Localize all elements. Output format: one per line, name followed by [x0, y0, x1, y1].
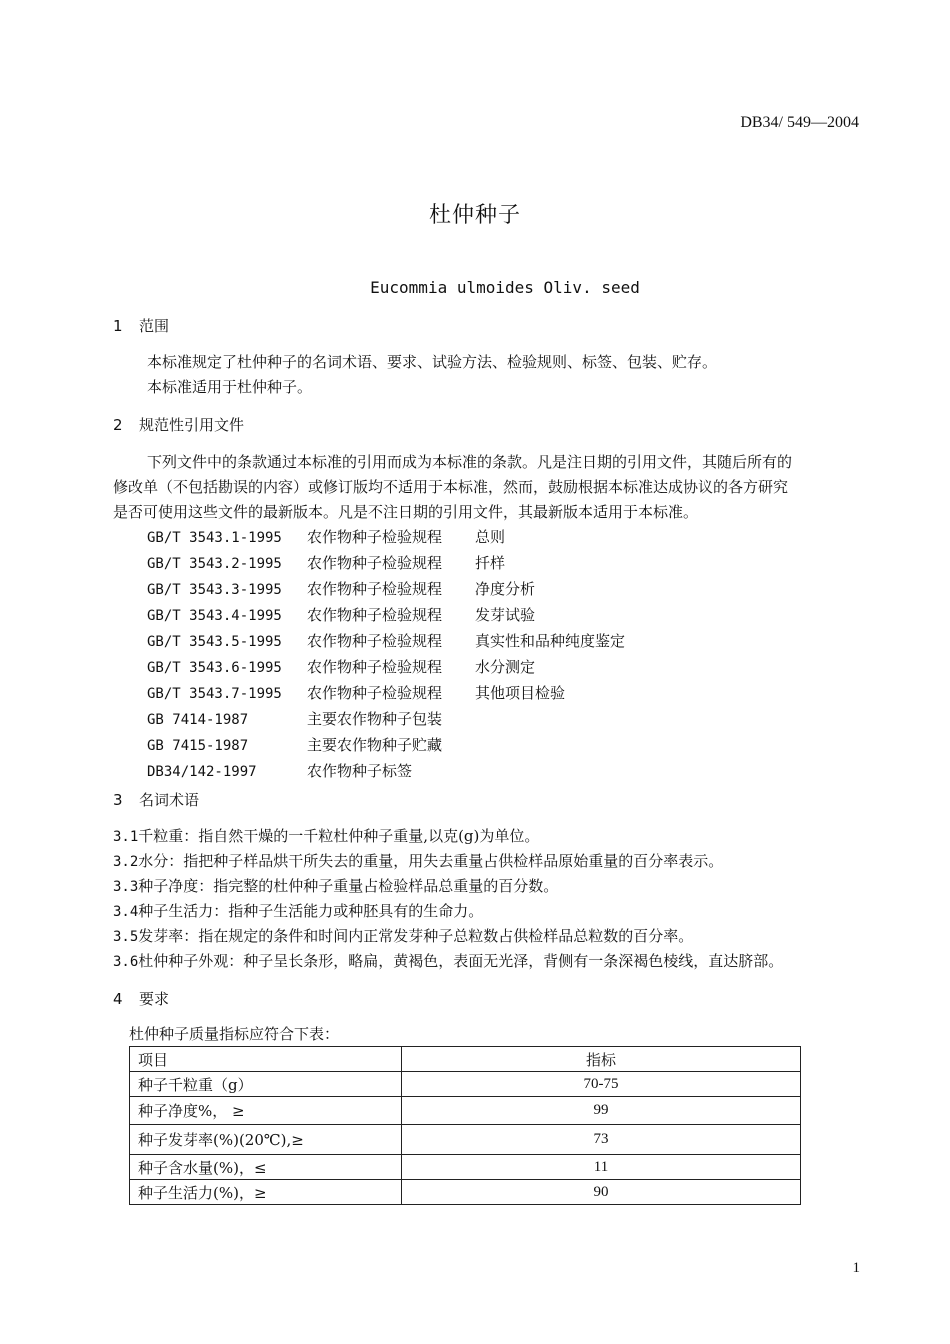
table-row [130, 1072, 801, 1097]
term-number: 3.1 [113, 829, 139, 845]
section-3-heading [113, 789, 199, 810]
table-intro: 杜仲种子质量指标应符合下表： [129, 1025, 340, 1043]
term-number: 3.2 [113, 854, 139, 870]
term-number: 3.5 [113, 929, 139, 945]
reference-subtitle: 扦样 [475, 554, 506, 572]
reference-subtitle: 真实性和品种纯度鉴定 [475, 632, 626, 650]
section-1-paragraph-1: 本标准规定了杜仲种子的名词术语、要求、试验方法、检验规则、标签、包装、贮存。 [147, 353, 718, 371]
term-text: 种子净度：指完整的杜仲种子重量占检验样品总重量的百分数。 [138, 877, 559, 895]
term-item [113, 825, 539, 846]
section-2-line-1: 下列文件中的条款通过本标准的引用而成为本标准的条款。凡是注日期的引用文件，其随后所有的 [147, 453, 793, 471]
term-item [113, 875, 558, 896]
section-2-line-2: 修改单（不包括勘误的内容）或修订版均不适用于本标准，然而，鼓励根据本标准达成协议的各方研究 [113, 478, 789, 496]
term-text: 种子生活力：指种子生活能力或种胚具有的生命力。 [138, 902, 484, 920]
section-number: 4 [113, 990, 123, 1008]
reference-code: GB/T 3543.1-1995 [147, 530, 282, 546]
table-cell-value: 73 [402, 1125, 801, 1155]
reference-list [147, 525, 625, 785]
reference-code: DB34/142-1997 [147, 764, 257, 780]
reference-title: 农作物种子检验规程 [307, 658, 443, 676]
reference-item [147, 629, 625, 655]
table-cell-value: 70-75 [402, 1072, 801, 1097]
page-number: 1 [852, 1260, 860, 1276]
reference-code: GB/T 3543.5-1995 [147, 634, 282, 650]
section-title: 范围 [139, 317, 170, 335]
term-text: 发芽率：指在规定的条件和时间内正常发芽种子总粒数占供检样品总粒数的百分率。 [138, 927, 694, 945]
section-number: 2 [113, 416, 123, 434]
term-number: 3.3 [113, 879, 139, 895]
table-header-row [130, 1047, 801, 1072]
table-row [130, 1097, 801, 1125]
reference-item [147, 733, 625, 759]
table-header-cell: 项目 [130, 1047, 402, 1072]
section-number: 3 [113, 791, 123, 809]
table-cell-item: 种子生活力(%)，≥ [130, 1180, 402, 1205]
reference-subtitle: 水分测定 [475, 658, 536, 676]
table-cell-item: 种子净度%， ≥ [130, 1097, 402, 1125]
reference-subtitle: 其他项目检验 [475, 684, 566, 702]
term-item [113, 850, 723, 871]
table-cell-item: 种子含水量(%)，≤ [130, 1155, 402, 1180]
term-item [113, 950, 783, 971]
section-2-line-3: 是否可使用这些文件的最新版本。凡是不注日期的引用文件，其最新版本适用于本标准。 [113, 503, 699, 521]
reference-subtitle: 发芽试验 [475, 606, 536, 624]
section-title: 规范性引用文件 [139, 416, 245, 434]
term-text: 千粒重：指自然干燥的一千粒杜仲种子重量,以克(g)为单位。 [138, 827, 540, 845]
reference-title: 农作物种子检验规程 [307, 606, 443, 624]
section-4-heading [113, 988, 169, 1009]
document-number: DB34/ 549—2004 [740, 114, 859, 131]
reference-subtitle: 总则 [475, 528, 506, 546]
reference-item [147, 525, 625, 551]
table-cell-item: 种子千粒重（g） [130, 1072, 402, 1097]
table-row [130, 1180, 801, 1205]
reference-item [147, 655, 625, 681]
reference-code: GB/T 3543.7-1995 [147, 686, 282, 702]
table-cell-value: 11 [402, 1155, 801, 1180]
section-1-paragraph-2: 本标准适用于杜仲种子。 [147, 378, 313, 396]
section-1-heading [113, 315, 169, 336]
term-number: 3.4 [113, 904, 139, 920]
reference-title: 农作物种子检验规程 [307, 684, 443, 702]
section-title: 名词术语 [139, 791, 200, 809]
section-2-heading [113, 414, 244, 435]
table-header-cell: 指标 [402, 1047, 801, 1072]
table-row [130, 1155, 801, 1180]
reference-title: 农作物种子检验规程 [307, 580, 443, 598]
reference-title: 农作物种子检验规程 [307, 632, 443, 650]
reference-item [147, 707, 625, 733]
reference-code: GB/T 3543.3-1995 [147, 582, 282, 598]
reference-code: GB/T 3543.6-1995 [147, 660, 282, 676]
reference-code: GB 7414-1987 [147, 712, 249, 728]
term-text: 杜仲种子外观：种子呈长条形，略扁，黄褐色，表面无光泽，背侧有一条深褐色棱线，直达脐部。 [138, 952, 784, 970]
page-subtitle: Eucommia ulmoides Oliv. seed [370, 278, 640, 297]
term-item [113, 925, 693, 946]
reference-item [147, 603, 625, 629]
section-title: 要求 [139, 990, 170, 1008]
table-row [130, 1125, 801, 1155]
reference-item [147, 577, 625, 603]
reference-item [147, 551, 625, 577]
table-cell-value: 90 [402, 1180, 801, 1205]
reference-item [147, 759, 625, 785]
term-item [113, 900, 483, 921]
reference-subtitle: 净度分析 [475, 580, 536, 598]
reference-title: 农作物种子检验规程 [307, 528, 443, 546]
section-number: 1 [113, 317, 123, 335]
reference-code: GB 7415-1987 [147, 738, 249, 754]
reference-code: GB/T 3543.2-1995 [147, 556, 282, 572]
reference-item [147, 681, 625, 707]
term-text: 水分：指把种子样品烘干所失去的重量，用失去重量占供检样品原始重量的百分率表示。 [138, 852, 724, 870]
reference-code: GB/T 3543.4-1995 [147, 608, 282, 624]
page-title: 杜仲种子 [428, 203, 521, 228]
reference-title: 农作物种子标签 [307, 762, 413, 780]
table-cell-item: 种子发芽率(%)(20℃),≥ [130, 1125, 402, 1155]
reference-title: 主要农作物种子贮藏 [307, 736, 443, 754]
term-number: 3.6 [113, 954, 139, 970]
reference-title: 主要农作物种子包装 [307, 710, 443, 728]
requirements-table [129, 1046, 801, 1205]
table-cell-value: 99 [402, 1097, 801, 1125]
reference-title: 农作物种子检验规程 [307, 554, 443, 572]
